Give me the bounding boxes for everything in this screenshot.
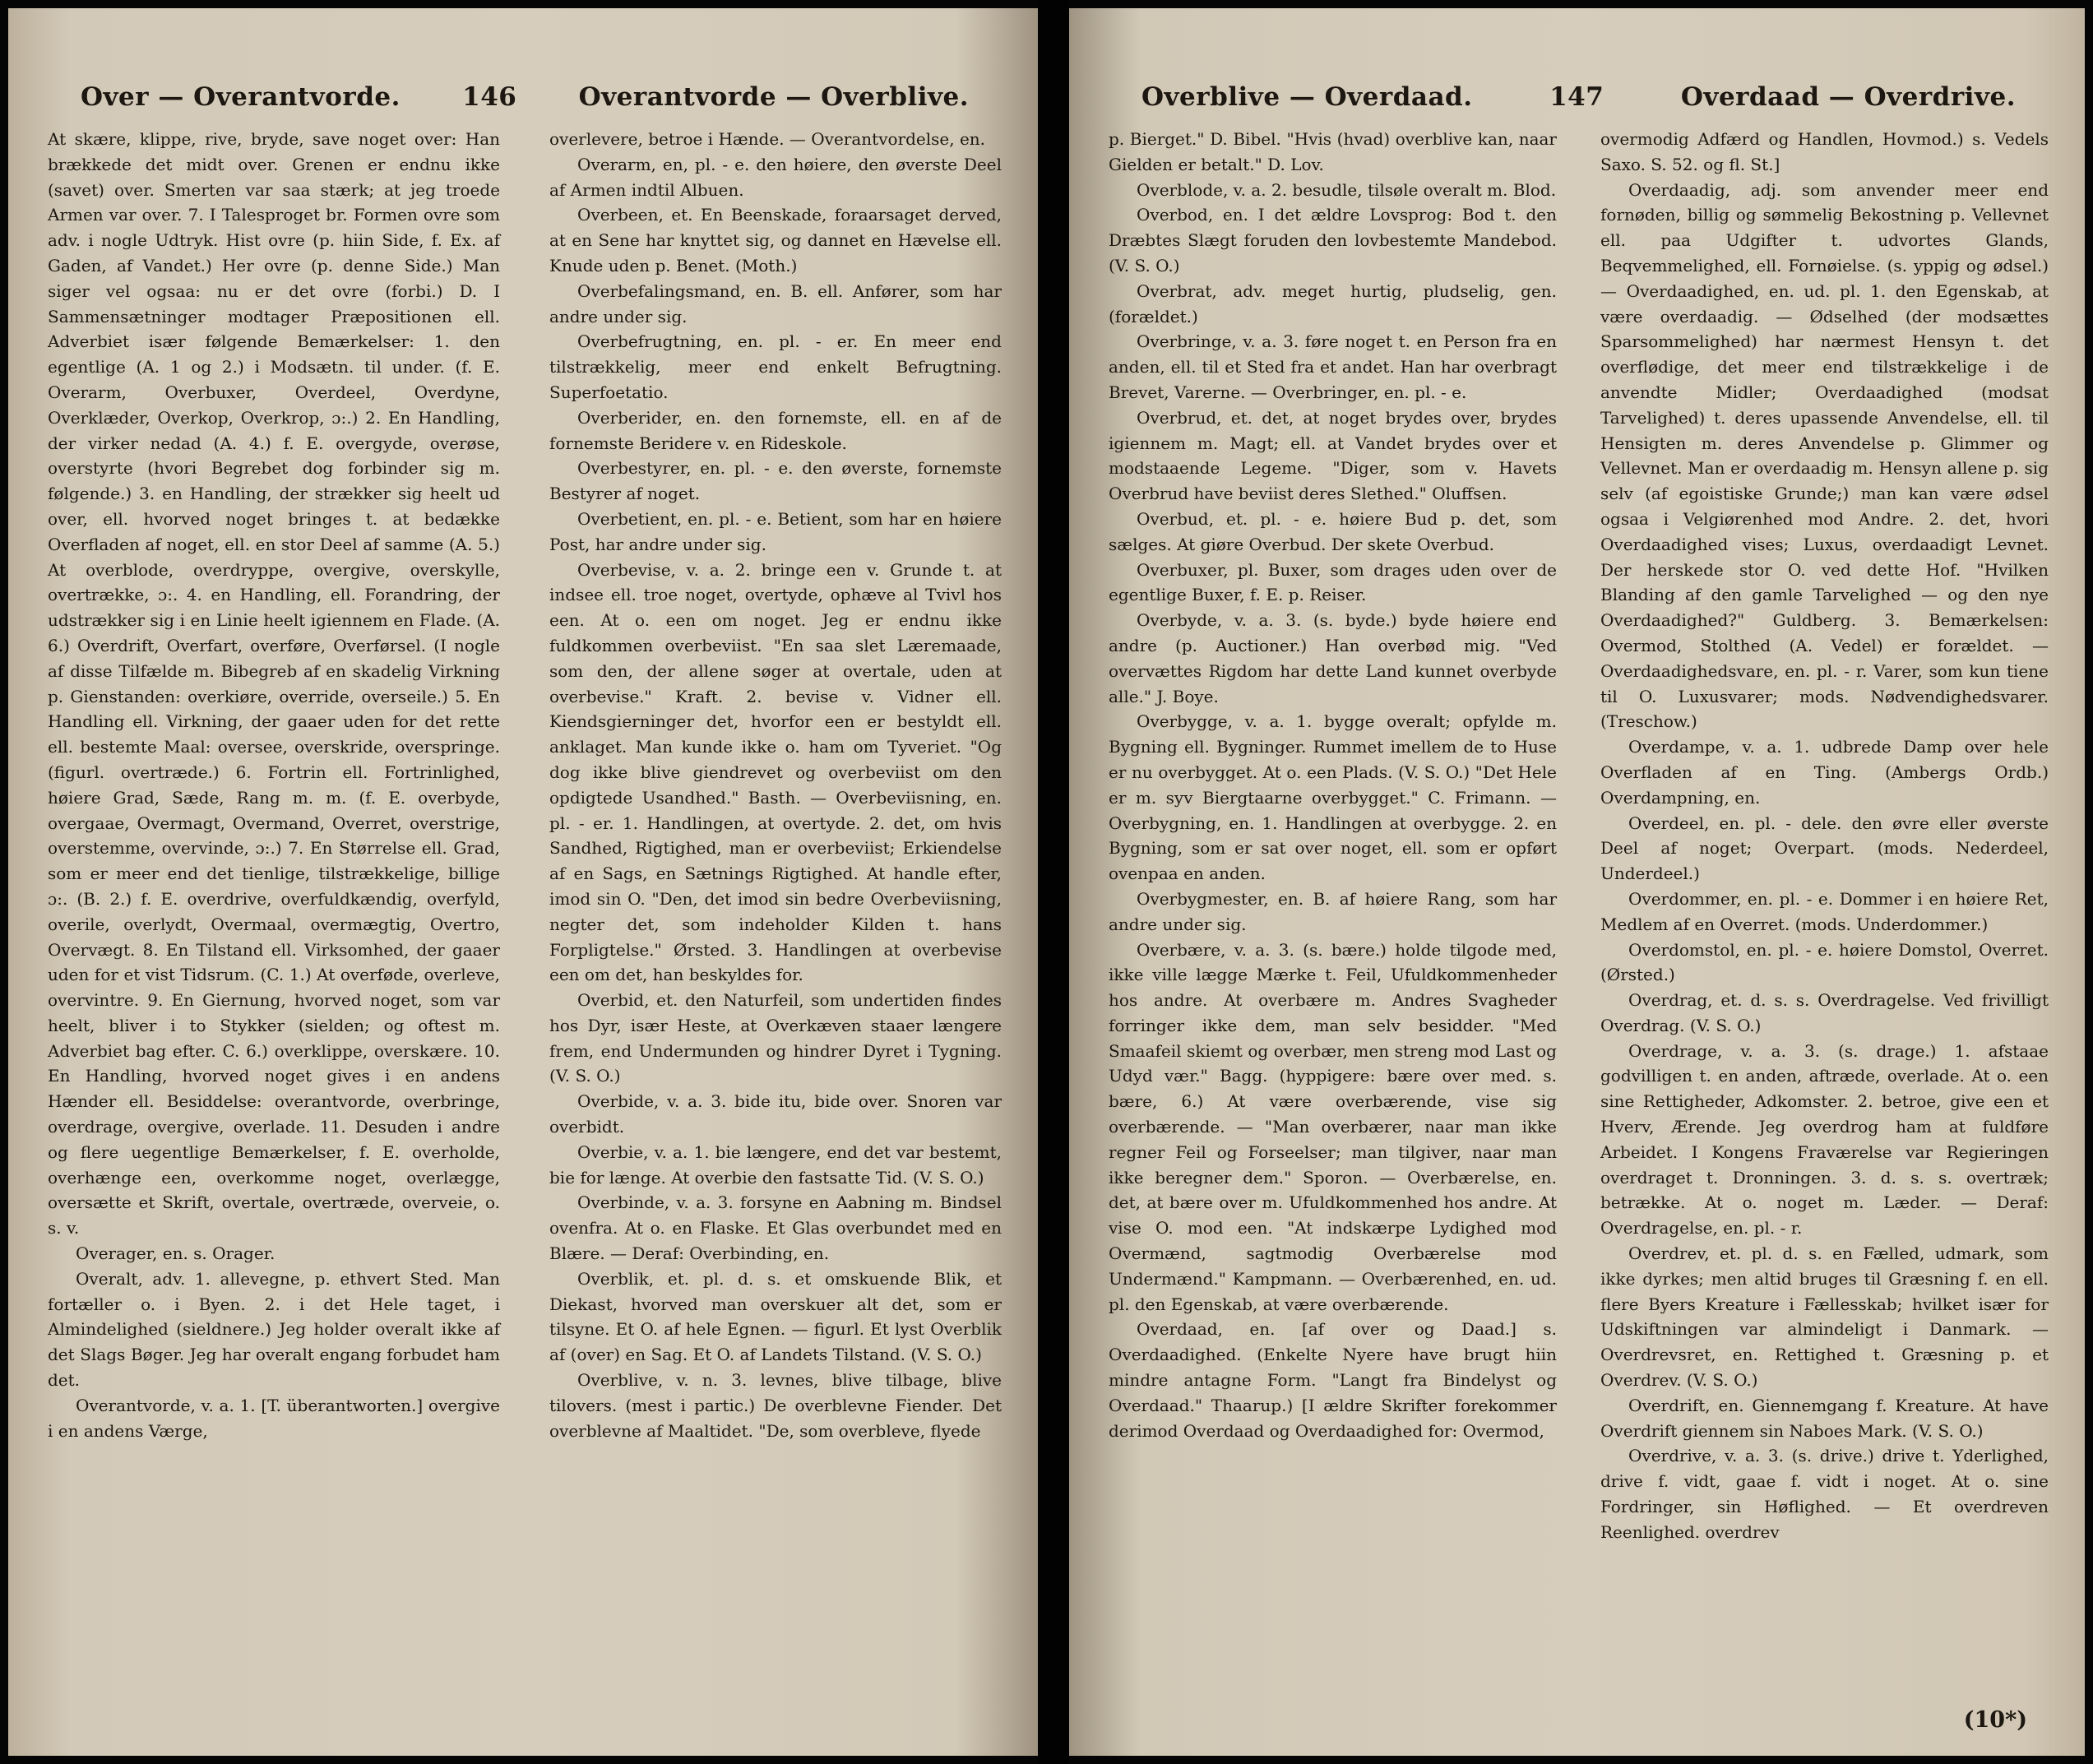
dictionary-entry: Overalt, adv. 1. allevegne, p. ethvert Sted. Man fortæller o. i Byen. 2. i det Hele taget, i Almindelighed (sieldnere.) Jeg holder overalt ikke af det Slags Bøger. Jeg har overalt engang forbudet ham det. <box>48 1268 500 1391</box>
dictionary-entry: Overdrev, et. pl. d. s. en Fælled, udmark, som ikke dyrkes; men altid bruges til Græsning f. en ell. flere Byers Kreature i Fællesskab; hvilket især for Udskiftningen var almindeligt i Danmark. — Overdrevsret, en. Rettighed t. Græsning p. et Overdrev. (V. S. O.) <box>1600 1243 2049 1391</box>
book-gutter <box>1038 0 1069 1764</box>
dictionary-entry: Overblive, v. n. 3. levnes, blive tilbage, blive tilovers. (mest i partic.) De overblevne Fiender. Det overblevne af Maaltidet. "De, som overbleve, flyede <box>549 1370 1002 1441</box>
left-page-number: 146 <box>462 82 517 112</box>
dictionary-entry: Overbrud, et. det, at noget brydes over, brydes igiennem m. Magt; ell. at Vandet brydes over et modstaaende Legeme. "Diger, som v. Havets Overbrud have beviist deres Slethed." Oluffsen. <box>1109 407 1557 504</box>
dictionary-entry: Overbrat, adv. meget hurtig, pludselig, gen. (forældet.) <box>1109 280 1557 326</box>
dictionary-entry: Overbevise, v. a. 2. bringe een v. Grunde t. at indsee ell. troe noget, overtyde, ophæve al Tvivl hos een. At o. een om noget. Jeg er endnu ikke fuldkommen overbeviist. "En saa slet Læremaade, som den, der allene søger at overtale, uden at overbevise." Kraft. 2. bevise v. Vidner ell. Kiendsgierninger det, hvorfor een er bestyldt ell. anklaget. Man kunde ikke o. ham om Tyveriet. "Og dog ikke blive giendrevet og overbeviist om den opdigtede Usandhed." Basth. — Overbeviisning, en. pl. - er. 1. Handlingen, at overtyde. 2. det, om hvis Sandhed, Rigtighed, man er overbeviist; Erkiendelse af en Sags, en Sætnings Rigtighed. At handle efter, imod sin O. "Den, det imod sin bedre Overbeviisning, negter det, som indeholder Kilden t. hans Forpligtelse." Ørsted. 3. Handlingen at overbevise een om det, han beskyldes for. <box>549 559 1002 985</box>
dictionary-entry: Overbie, v. a. 1. bie længere, end det var bestemt, bie for længe. At overbie den fastsatte Tid. (V. S. O.) <box>549 1141 1002 1188</box>
dictionary-entry: Overantvorde, v. a. 1. [T. überantworten.] overgive i en andens Værge, <box>48 1395 500 1441</box>
dictionary-entry: Overbetient, en. pl. - e. Betient, som har en høiere Post, har andre under sig. <box>549 508 1002 554</box>
dictionary-entry: Overbide, v. a. 3. bide itu, bide over. Snoren var overbidt. <box>549 1091 1002 1137</box>
dictionary-entry: Overbyde, v. a. 3. (s. byde.) byde høiere end andre (p. Auctioner.) Han overbød mig. "Ved overvættes Rigdom har dette Land kunnet overbyde alle." J. Boye. <box>1109 610 1557 706</box>
dictionary-entry: Overdaad, en. [af over og Daad.] s. Overdaadighed. (Enkelte Nyere have brugt hiin mindre antagne Form. "Langt fra Bindelyst og Overdaad." Thaarup.) [I ældre Skrifter forekommer derimod Overdaad og Overdaadighed for: Overmod, <box>1109 1319 1557 1441</box>
dictionary-entry: Overbygge, v. a. 1. bygge overalt; opfylde m. Bygning ell. Bygninger. Rummet imellem de to Huse er nu overbygget. At o. een Plads. (V. S. O.) "Det Hele er m. syv Biergtaarne overbygget." C. Frimann. — Overbygning, en. 1. Handlingen at overbygge. 2. en Bygning, som er sat over noget, ell. som er opført ovenpaa en anden. <box>1109 711 1557 884</box>
dictionary-entry: Overblik, et. pl. d. s. et omskuende Blik, et Diekast, hvorved man overskuer alt det, som er tilsyne. Et O. af hele Egnen. — figurl. Et lyst Overblik af (over) en Sag. Et O. af Landets Tilstand. (V. S. O.) <box>549 1268 1002 1365</box>
dictionary-entry: Overdomstol, en. pl. - e. høiere Domstol, Overret. (Ørsted.) <box>1600 939 2049 985</box>
dictionary-entry: overmodig Adfærd og Handlen, Hovmod.) s. Vedels Saxo. S. 52. og fl. St.] <box>1600 129 2049 174</box>
left-page-column-2 <box>549 127 1002 1443</box>
dictionary-entry: Overdommer, en. pl. - e. Dommer i en høiere Ret, Medlem af en Overret. (mods. Underdommer.) <box>1600 888 2049 934</box>
dictionary-entry: Overdrift, en. Giennemgang f. Kreature. At have Overdrift giennem sin Naboes Mark. (V. S. O.) <box>1600 1395 2049 1441</box>
left-page <box>8 8 1038 1756</box>
dictionary-entry: Overbod, en. I det ældre Lovsprog: Bod t. den Dræbtes Slægt foruden den lovbestemte Mandebod. (V. S. O.) <box>1109 205 1557 275</box>
dictionary-entry: Overdaadig, adj. som anvender meer end fornøden, billig og sømmelig Bekostning p. Vellevnet ell. paa Udgifter t. udvortes Glands, Beqvemmelighed, ell. Fornøielse. (s. yppig og ødsel.) — Overdaadighed, en. ud. pl. 1. den Egenskab, at være overdaadig. — Ødselhed (der modsættes Sparsommelighed) har nærmest Hensyn t. det overflødige, det meer end tilstrækkelige i de anvendte Midler; Overdaadighed (modsat Tarvelighed) t. deres upassende Anvendelse, ell. til Hensigten m. deres Anvendelse p. Glimmer og Vellevnet. Man er overdaadig m. Hensyn allene p. sig selv (af egoistiske Grunde;) man kan være ødsel ogsaa i Velgiørenhed mod Andre. 2. det, hvori Overdaadighed vises; Luxus, overdaadigt Levnet. Der herskede stor O. ved dette Hof. "Hvilken Blanding af den gamle Tarvelighed — og den nye Overdaadighed?" Guldberg. 3. Bemærkelsen: Overmod, Stolthed (A. Vedel) er forældet. — Overdaadighedsvare, en. pl. - r. Varer, som kun tiene til O. Luxusvarer; mods. Nødvendighedsvarer. (Treschow.) <box>1600 179 2049 732</box>
dictionary-entry: Overbud, et. pl. - e. høiere Bud p. det, som sælges. At giøre Overbud. Der skete Overbud. <box>1109 508 1557 554</box>
left-header-left-guide-word: Over — Overantvorde. <box>81 82 401 112</box>
dictionary-entry: At skære, klippe, rive, bryde, save noget over: Han brækkede det midt over. Grenen er endnu ikke (savet) over. Smerten var saa stærk; at jeg troede Armen var over. 7. I Talesproget br. Formen ovre som adv. i nogle Udtryk. Hist ovre (p. hiin Side, f. Ex. af Gaden, af Vandet.) Her ovre (p. denne Side.) Man siger vel ogsaa: nu er det ovre (forbi.) D. I Sammensætninger modtager Præpositionen ell. Adverbiet især følgende Bemærkelser: 1. den egentlige (A. 1 og 2.) i Modsætn. til under. (f. E. Overarm, Overbuxer, Overdeel, Overdyne, Overklæder, Overkop, Overkrop, ɔ:.) 2. En Handling, der virker nedad (A. 4.) f. E. overgyde, overøse, overstyrte (hvori Begrebet dog forbinder sig m. følgende.) 3. en Handling, der strækker sig heelt ud over, ell. hvorved noget bringes t. at bedække Overfladen af noget, ell. en stor Deel af samme (A. 5.) At overblode, overdryppe, overgive, overskylle, overtrække, ɔ:. 4. en Handling, ell. Forandring, der udstrækker sig i en Linie heelt igiennem en Flade. (A. 6.) Overdrift, Overfart, overføre, Overførsel. (I nogle af disse Tilfælde m. Bibegreb af en skadelig Virkning p. Gienstanden: overkiøre, override, overseile.) 5. En Handling ell. Virkning, der gaaer uden for det rette ell. bestemte Maal: oversee, overskride, overspringe. (figurl. overtræde.) 6. Fortrin ell. Fortrinlighed, høiere Grad, Sæde, Rang m. m. (f. E. overbyde, overgaae, Overmagt, Overmand, Overret, overstrige, overstemme, overvinde, ɔ:.) 7. En Størrelse ell. Grad, som er meer end det tienlige, tilstrækkelige, billige ɔ:. (B. 2.) f. E. overdrive, overfuldkændig, overfyld, overile, overlydt, Overmaal, overmægtig, Overtro, Overvægt. 8. En Tilstand ell. Virksomhed, der gaaer uden for et vist Tidsrum. (C. 1.) At overføde, overleve, overvintre. 9. En Giernung, hvorved noget, som var heelt, bliver i to Stykker (sielden; og oftest m. Adverbiet bag efter. C. 6.) overklippe, overskære. 10. En Handling, hvorved noget gives i en andens Hænder ell. Besiddelse: overantvorde, overbringe, overdrage, overgive, overlade. 11. Desuden i andre og flere uegentlige Bemærkelser, f. E. overholde, overhænge een, overkomme noget, overlægge, oversætte et Skrift, overtale, overtræde, overveie, o. s. v. <box>48 129 500 1239</box>
right-header-right-guide-word: Overdaad — Overdrive. <box>1680 82 2016 112</box>
dictionary-entry: Overbygmester, en. B. af høiere Rang, som har andre under sig. <box>1109 888 1557 934</box>
dictionary-entry: Overarm, en, pl. - e. den høiere, den øverste Deel af Armen indtil Albuen. <box>549 154 1002 200</box>
dictionary-entry: Overdrage, v. a. 3. (s. drage.) 1. afstaae godvilligen t. en anden, aftræde, overlade. At o. een sine Rettigheder, Adkomster. 2. betroe, give een et Hverv, Ærende. Jeg overdrog ham at fuldføre Arbeidet. I Kongens Fraværelse var Regieringen overdraget t. Dronningen. 3. d. s. s. overtræk; betrække. At o. noget m. Læder. — Deraf: Overdragelse, en. pl. - r. <box>1600 1040 2049 1239</box>
right-page-column-1 <box>1109 127 1557 1545</box>
right-page-header <box>1109 82 2049 112</box>
dictionary-entry: Overbefrugtning, en. pl. - er. En meer end tilstrækkelig, meer end enkelt Befrugtning. Superfoetatio. <box>549 331 1002 402</box>
right-page-column-2 <box>1600 127 2049 1545</box>
left-page-columns <box>48 127 1002 1443</box>
dictionary-entry: Overberider, en. den fornemste, ell. en af de fornemste Beridere v. en Rideskole. <box>549 407 1002 453</box>
dictionary-entry: Overdrag, et. d. s. s. Overdragelse. Ved frivilligt Overdrag. (V. S. O.) <box>1600 990 2049 1035</box>
dictionary-entry: Overbære, v. a. 3. (s. bære.) holde tilgode med, ikke ville lægge Mærke t. Feil, Ufuldkommenheder hos andre. At overbære m. Andres Svagheder forringer ikke dem, man selv besidder. "Med Smaafeil skiemt og overbær, men streng mod Last og Udyd vær." Bagg. (hyppigere: bære over med. s. bære, 6.) At være overbærende, vise sig overbærende. — "Man overbærer, naar man ikke regner Feil og Forseelser; man tilgiver, naar man ikke beregner dem." Sporon. — Overbærelse, en. det, at bære over m. Ufuldkommenhed hos andre. At vise O. mod een. "At indskærpe Lydighed mod Overmænd, sagtmodig Overbærelse mod Undermænd." Kampmann. — Overbærenhed, en. ud. pl. den Egenskab, at være overbærende. <box>1109 939 1557 1314</box>
dictionary-entry: Overblode, v. a. 2. besudle, tilsøle overalt m. Blod. <box>1137 179 1557 200</box>
dictionary-entry: Overbringe, v. a. 3. føre noget t. en Person fra en anden, ell. til et Sted fra et andet. Han har overbragt Brevet, Varerne. — Overbringer, en. pl. - e. <box>1109 331 1557 402</box>
right-header-left-guide-word: Overblive — Overdaad. <box>1141 82 1473 112</box>
dictionary-entry: Overbinde, v. a. 3. forsyne en Aabning m. Bindsel ovenfra. At o. en Flaske. Et Glas overbundet med en Blære. — Deraf: Overbinding, en. <box>549 1192 1002 1264</box>
right-page-number: 147 <box>1549 82 1604 112</box>
left-header-right-guide-word: Overantvorde — Overblive. <box>578 82 969 112</box>
signature-mark: (10*) <box>1963 1707 2027 1733</box>
left-page-column-1 <box>48 127 500 1443</box>
dictionary-entry: Overager, en. s. Orager. <box>76 1243 276 1264</box>
dictionary-entry: Overbestyrer, en. pl. - e. den øverste, fornemste Bestyrer af noget. <box>549 458 1002 504</box>
dictionary-entry: Overdeel, en. pl. - dele. den øvre eller øverste Deel af noget; Overpart. (mods. Nederdeel, Underdeel.) <box>1600 813 2049 884</box>
dictionary-entry: overlevere, betroe i Hænde. — Overantvordelse, en. <box>549 129 986 149</box>
dictionary-entry: Overbuxer, pl. Buxer, som drages uden over de egentlige Buxer, f. E. p. Reiser. <box>1109 559 1557 605</box>
dictionary-entry: Overbeen, et. En Beenskade, foraarsaget derved, at en Sene har knyttet sig, og dannet en Hævelse ell. Knude uden p. Benet. (Moth.) <box>549 205 1002 275</box>
dictionary-entry: Overbefalingsmand, en. B. ell. Anfører, som har andre under sig. <box>549 280 1002 326</box>
left-page-header <box>48 82 1002 112</box>
right-page-columns <box>1109 127 2049 1545</box>
dictionary-entry: Overdrive, v. a. 3. (s. drive.) drive t. Yderlighed, drive f. vidt, gaae f. vidt i noget. At o. sine Fordringer, sin Høflighed. — Et overdreven Reenlighed. overdrev <box>1600 1446 2049 1542</box>
dictionary-entry: Overdampe, v. a. 1. udbrede Damp over hele Overfladen af en Ting. (Ambergs Ordb.) Overdampning, en. <box>1600 737 2049 808</box>
right-page <box>1069 8 2085 1756</box>
dictionary-entry: Overbid, et. den Naturfeil, som undertiden findes hos Dyr, især Heste, at Overkæven staaer længere frem, end Undermunden og hindrer Dyret i Tygning. (V. S. O.) <box>549 990 1002 1086</box>
dictionary-entry: p. Bierget." D. Bibel. "Hvis (hvad) overblive kan, naar Gielden er betalt." D. Lov. <box>1109 129 1557 174</box>
